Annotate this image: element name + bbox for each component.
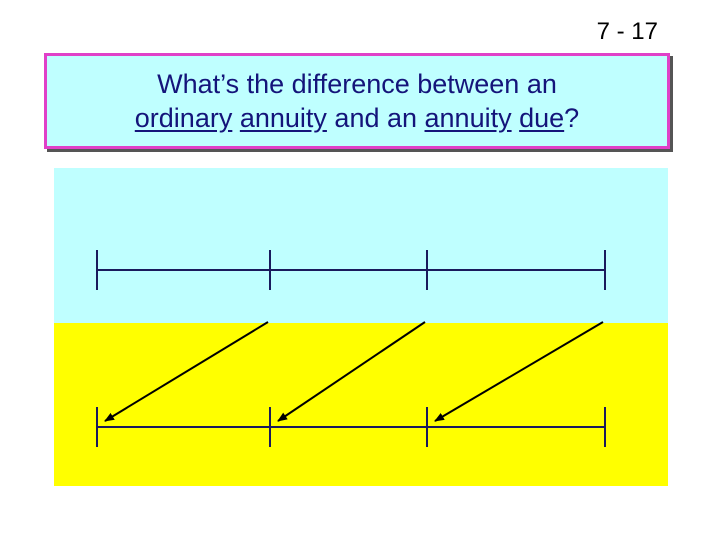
title-underlined-term: due — [519, 103, 565, 133]
title-underlined-term: annuity — [424, 103, 512, 133]
title-text-segment — [512, 103, 520, 133]
title-box — [44, 53, 670, 149]
title-line — [135, 101, 579, 135]
title-text-segment — [232, 103, 240, 133]
slide-number: 7 - 17 — [596, 18, 658, 45]
title-text-segment: and an — [326, 103, 425, 133]
annuity-diagram — [54, 168, 668, 486]
slide-title — [135, 67, 579, 135]
title-underlined-term: annuity — [239, 103, 327, 133]
annuity-due-panel — [54, 323, 668, 486]
title-line — [135, 67, 579, 101]
title-text-segment: ? — [564, 103, 580, 133]
annuity-diagram-svg — [54, 168, 668, 486]
ordinary-annuity-panel — [54, 168, 668, 323]
title-underlined-term: ordinary — [134, 103, 233, 133]
title-text-segment: What’s the difference between an — [157, 69, 557, 99]
